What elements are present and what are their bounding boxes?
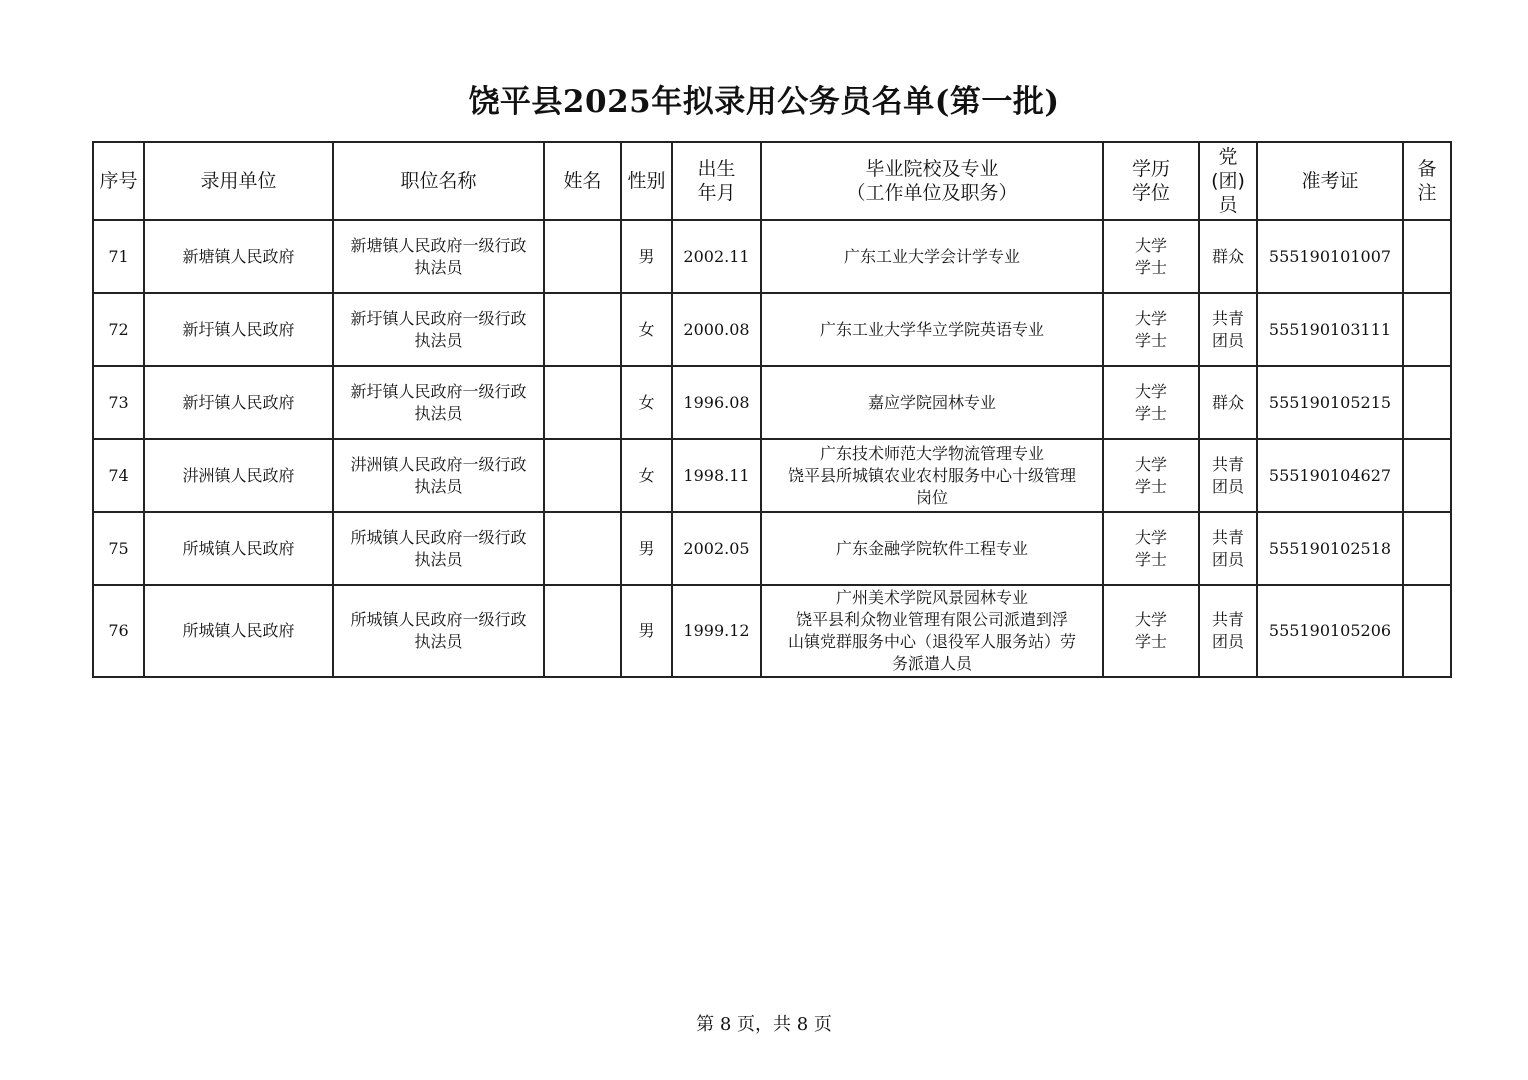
header-party-line: 党: [1218, 146, 1238, 168]
cell-position: [333, 366, 544, 439]
cell-remark: [1403, 293, 1451, 366]
cell-party: [1199, 220, 1257, 293]
cell-position-line: 所城镇人民政府一级行政: [350, 527, 527, 547]
cell-education-line: 学士: [1134, 632, 1167, 651]
cell-education-line: 学士: [1134, 549, 1167, 569]
header-birth-line: 出生: [697, 158, 736, 180]
table-row: [93, 439, 1451, 512]
cell-position-line: 执法员: [414, 330, 463, 350]
cell-school-line: 广东工业大学华立学院英语专业: [819, 319, 1044, 339]
recruit-table: [92, 141, 1452, 678]
cell-remark: [1403, 220, 1451, 293]
cell-unit: 新圩镇人民政府: [144, 293, 333, 366]
cell-education-line: 大学: [1134, 308, 1167, 328]
cell-position-line: 执法员: [414, 476, 463, 496]
cell-school-line: 广东金融学院软件工程专业: [835, 538, 1028, 558]
cell-school-line: 广东技术师范大学物流管理专业: [819, 443, 1044, 463]
cell-party-line: 群众: [1211, 246, 1244, 266]
cell-birth: 1999.12: [672, 585, 761, 677]
cell-name: [544, 366, 621, 439]
cell-education-line: 学士: [1134, 257, 1167, 277]
cell-school: [761, 366, 1103, 439]
header-name: 姓名: [544, 142, 621, 220]
cell-remark: [1403, 366, 1451, 439]
cell-gender: 女: [621, 366, 672, 439]
cell-party-line: 共青: [1211, 610, 1244, 629]
cell-position: [333, 439, 544, 512]
cell-position-line: 执法员: [414, 632, 463, 651]
cell-education: [1103, 439, 1199, 512]
cell-unit: 汫洲镇人民政府: [144, 439, 333, 512]
cell-ticket: 555190102518: [1257, 512, 1403, 585]
cell-position-line: 执法员: [414, 549, 463, 569]
cell-school-line: 广东工业大学会计学专业: [843, 246, 1020, 266]
cell-position: [333, 220, 544, 293]
header-birth-line: 年月: [697, 182, 736, 204]
cell-birth: 2002.05: [672, 512, 761, 585]
cell-gender: 男: [621, 512, 672, 585]
cell-gender: 女: [621, 293, 672, 366]
cell-party-line: 团员: [1211, 476, 1244, 496]
cell-education-line: 大学: [1134, 235, 1167, 255]
cell-education: [1103, 220, 1199, 293]
cell-party-line: 团员: [1211, 632, 1244, 651]
header-education-line: 学位: [1131, 182, 1170, 204]
cell-seq: 71: [93, 220, 144, 293]
cell-gender: 女: [621, 439, 672, 512]
cell-party-line: 团员: [1211, 549, 1244, 569]
table-row: [93, 293, 1451, 366]
cell-seq: 76: [93, 585, 144, 677]
cell-school: [761, 512, 1103, 585]
cell-school-line: 务派遣人员: [891, 654, 972, 673]
cell-party: [1199, 585, 1257, 677]
cell-party: [1199, 512, 1257, 585]
cell-position-line: 执法员: [414, 257, 463, 277]
header-school: [761, 142, 1103, 220]
cell-position-line: 新圩镇人民政府一级行政: [350, 381, 527, 401]
cell-education: [1103, 366, 1199, 439]
cell-gender: 男: [621, 585, 672, 677]
cell-seq: 72: [93, 293, 144, 366]
cell-unit: 新塘镇人民政府: [144, 220, 333, 293]
header-remark: [1403, 142, 1451, 220]
header-party-line: 员: [1218, 194, 1238, 216]
cell-birth: 2000.08: [672, 293, 761, 366]
cell-education-line: 大学: [1134, 381, 1167, 401]
header-party: [1199, 142, 1257, 220]
cell-school: [761, 439, 1103, 512]
cell-school-line: 嘉应学院园林专业: [867, 392, 996, 412]
header-school-line: 毕业院校及专业: [865, 158, 999, 180]
header-school-line: （工作单位及职务）: [846, 182, 1018, 204]
header-remark-line: 备: [1417, 158, 1437, 180]
cell-party: [1199, 293, 1257, 366]
cell-unit: 所城镇人民政府: [144, 512, 333, 585]
cell-remark: [1403, 585, 1451, 677]
header-birth: [672, 142, 761, 220]
header-remark-line: 注: [1417, 182, 1437, 204]
cell-ticket: 555190101007: [1257, 220, 1403, 293]
cell-party-line: 共青: [1211, 308, 1244, 328]
cell-birth: 1996.08: [672, 366, 761, 439]
cell-name: [544, 220, 621, 293]
cell-ticket: 555190105206: [1257, 585, 1403, 677]
cell-school: [761, 293, 1103, 366]
cell-position-line: 新塘镇人民政府一级行政: [350, 235, 527, 255]
header-education: [1103, 142, 1199, 220]
cell-name: [544, 585, 621, 677]
cell-ticket: 555190103111: [1257, 293, 1403, 366]
page-footer: 第 8 页，共 8 页: [696, 1014, 832, 1035]
document-title: 饶平县2025年拟录用公务员名单(第一批): [468, 84, 1060, 120]
table-row: [93, 585, 1451, 677]
cell-school-line: 山镇党群服务中心（退役军人服务站）劳: [787, 632, 1076, 651]
cell-ticket: 555190104627: [1257, 439, 1403, 512]
cell-gender: 男: [621, 220, 672, 293]
cell-remark: [1403, 439, 1451, 512]
table-body: [93, 220, 1451, 677]
table-row: [93, 366, 1451, 439]
cell-position-line: 汫洲镇人民政府一级行政: [350, 454, 527, 474]
cell-school: [761, 585, 1103, 677]
cell-school: [761, 220, 1103, 293]
header-position: 职位名称: [333, 142, 544, 220]
cell-position-line: 新圩镇人民政府一级行政: [350, 308, 527, 328]
table-row: [93, 512, 1451, 585]
cell-party-line: 共青: [1211, 454, 1244, 474]
cell-position-line: 所城镇人民政府一级行政: [350, 610, 527, 629]
header-row: [93, 142, 1451, 220]
cell-education: [1103, 585, 1199, 677]
cell-ticket: 555190105215: [1257, 366, 1403, 439]
header-education-line: 学历: [1131, 158, 1170, 180]
cell-party-line: 共青: [1211, 527, 1244, 547]
cell-school-line: 广州美术学院风景园林专业: [835, 588, 1028, 607]
cell-seq: 74: [93, 439, 144, 512]
header-unit: 录用单位: [144, 142, 333, 220]
cell-education-line: 大学: [1134, 527, 1167, 547]
cell-position: [333, 293, 544, 366]
cell-education-line: 大学: [1134, 454, 1167, 474]
cell-school-line: 饶平县利众物业管理有限公司派遣到浮: [795, 610, 1068, 629]
cell-position: [333, 585, 544, 677]
header-gender: 性别: [621, 142, 672, 220]
cell-position: [333, 512, 544, 585]
cell-name: [544, 512, 621, 585]
cell-position-line: 执法员: [414, 403, 463, 423]
header-ticket: 准考证: [1257, 142, 1403, 220]
cell-school-line: 岗位: [915, 487, 948, 507]
header-party-line: (团): [1211, 170, 1245, 192]
cell-seq: 73: [93, 366, 144, 439]
cell-unit: 新圩镇人民政府: [144, 366, 333, 439]
cell-birth: 1998.11: [672, 439, 761, 512]
cell-unit: 所城镇人民政府: [144, 585, 333, 677]
cell-name: [544, 439, 621, 512]
cell-birth: 2002.11: [672, 220, 761, 293]
cell-education-line: 学士: [1134, 476, 1167, 496]
cell-party-line: 群众: [1211, 392, 1244, 412]
cell-party-line: 团员: [1211, 330, 1244, 350]
header-seq: 序号: [93, 142, 144, 220]
cell-party: [1199, 439, 1257, 512]
cell-education-line: 学士: [1134, 403, 1167, 423]
cell-remark: [1403, 512, 1451, 585]
cell-school-line: 饶平县所城镇农业农村服务中心十级管理: [787, 465, 1076, 485]
cell-seq: 75: [93, 512, 144, 585]
cell-education-line: 大学: [1134, 610, 1167, 629]
cell-party: [1199, 366, 1257, 439]
cell-education: [1103, 512, 1199, 585]
cell-education: [1103, 293, 1199, 366]
cell-education-line: 学士: [1134, 330, 1167, 350]
table-row: [93, 220, 1451, 293]
cell-name: [544, 293, 621, 366]
